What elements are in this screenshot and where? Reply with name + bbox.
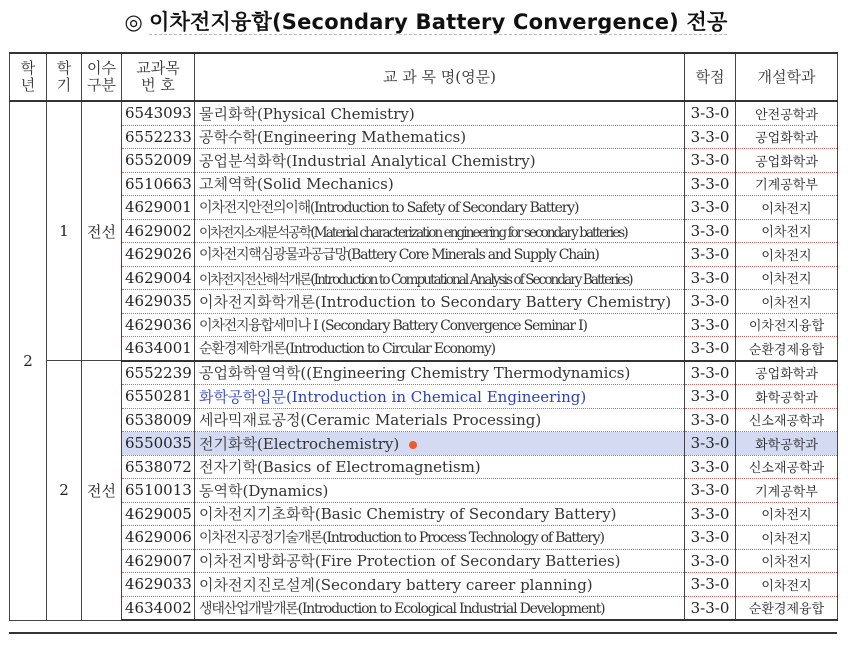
course-code-cell: [122, 385, 195, 409]
course-name-cell-text: 화학공학입문(Introduction in Chemical Engineering): [199, 387, 587, 406]
year-cell: 2: [10, 101, 47, 620]
course-code-cell-text: 6550281: [125, 387, 192, 406]
department-cell: [736, 408, 838, 432]
department-cell: [736, 101, 838, 125]
table-row: [10, 361, 838, 385]
course-name-cell-text: 전기화학(Electrochemistry): [199, 434, 400, 453]
credit-cell-text: 3-3-0: [690, 198, 730, 217]
course-name-cell-text: 이차전지방화공학(Fire Protection of Secondary Batteries): [199, 552, 621, 571]
table-row: [10, 101, 838, 125]
department-cell-text: 이차전지: [761, 531, 812, 547]
credit-cell: [685, 526, 736, 550]
table-row: [10, 149, 838, 173]
course-code-cell: [122, 573, 195, 597]
marker-dot-icon: [409, 441, 417, 449]
credit-cell: [685, 219, 736, 243]
course-name-cell: [195, 125, 685, 149]
course-name-cell-text: 전자기학(Basics of Electromagnetism): [199, 458, 481, 477]
course-name-cell: [195, 196, 685, 220]
credit-cell: [685, 432, 736, 456]
table-row: [10, 479, 838, 503]
credit-cell-text: 3-3-0: [690, 528, 730, 547]
course-code-cell: [122, 101, 195, 125]
course-code-cell: [122, 219, 195, 243]
credit-cell-text: 3-3-0: [690, 104, 730, 123]
semester-cell: 1: [47, 101, 82, 361]
credit-cell: [685, 125, 736, 149]
credit-cell: [685, 149, 736, 173]
course-code-cell: [122, 596, 195, 620]
credit-cell-text: 3-3-0: [690, 457, 730, 476]
title-text: 이차전지융합(Secondary Battery Convergence) 전공: [149, 10, 728, 34]
department-cell-text: 공업화학과: [755, 131, 818, 147]
table-row: [10, 243, 838, 267]
course-name-cell: [195, 479, 685, 503]
course-name-cell-text: 물리화학(Physical Chemistry): [199, 104, 415, 123]
course-name-cell-text: 동역학(Dynamics): [199, 481, 329, 500]
completion-type-cell: 전선: [82, 361, 122, 621]
course-code-cell: [122, 196, 195, 220]
course-name-cell: [195, 408, 685, 432]
department-cell: [736, 219, 838, 243]
course-code-cell-text: 4629007: [125, 551, 192, 570]
department-cell: [736, 149, 838, 173]
course-code-cell: [122, 549, 195, 573]
department-cell-text: 이차전지: [761, 248, 812, 264]
table-row: [10, 432, 838, 456]
course-code-cell-text: 4629036: [125, 315, 192, 334]
table-row: [10, 219, 838, 243]
header-year: 학 년: [10, 53, 47, 101]
course-code-cell-text: 4629001: [125, 198, 192, 217]
department-cell-text: 이차전지: [761, 201, 812, 217]
department-cell: [736, 432, 838, 456]
table-row: [10, 549, 838, 573]
course-name-cell-text: 이차전지화학개론(Introduction to Secondary Battery Chemistry): [199, 292, 672, 311]
credit-cell-text: 3-3-0: [690, 434, 730, 453]
course-code-cell: [122, 361, 195, 385]
course-name-cell-text: 순환경제학개론(Introduction to Circular Economy): [199, 341, 495, 358]
course-name-cell: [195, 337, 685, 361]
department-cell-text: 이차전지: [761, 578, 812, 594]
course-name-cell: [195, 243, 685, 267]
department-cell-text: 기계공학부: [755, 484, 818, 500]
department-cell: [736, 596, 838, 620]
department-cell: [736, 125, 838, 149]
course-code-cell-text: 6552239: [125, 363, 192, 382]
course-name-cell: [195, 596, 685, 620]
course-name-cell: [195, 266, 685, 290]
course-code-cell: [122, 290, 195, 314]
table-row: [10, 596, 838, 620]
header-credit: 학점: [685, 53, 736, 101]
course-name-cell: [195, 432, 685, 456]
course-name-cell-text: 공학수학(Engineering Mathematics): [199, 128, 467, 147]
course-code-cell: [122, 526, 195, 550]
department-cell-text: 이차전지: [761, 555, 812, 571]
course-code-cell: [122, 455, 195, 479]
department-cell: [736, 455, 838, 479]
department-cell-text: 화학공학과: [755, 390, 818, 406]
credit-cell-text: 3-3-0: [690, 127, 730, 146]
course-name-cell: [195, 573, 685, 597]
department-cell-text: 이차전지: [761, 508, 812, 524]
credit-cell-text: 3-3-0: [690, 598, 730, 617]
header-completion: 이수 구분: [82, 53, 122, 101]
credit-cell-text: 3-3-0: [690, 387, 730, 406]
table-row: [10, 455, 838, 479]
credit-cell: [685, 385, 736, 409]
course-code-cell: [122, 243, 195, 267]
department-cell: [736, 502, 838, 526]
department-cell-text: 이차전지: [761, 225, 812, 241]
course-name-cell-text: 공업분석화학(Industrial Analytical Chemistry): [199, 151, 536, 170]
department-cell: [736, 573, 838, 597]
course-code-cell-text: 6543093: [125, 104, 192, 123]
course-name-cell-text: 이차전지진로설계(Secondary battery career planning): [199, 575, 593, 594]
department-cell-text: 안전공학과: [755, 107, 818, 123]
department-cell: [736, 479, 838, 503]
course-code-cell: [122, 172, 195, 196]
department-cell: [736, 266, 838, 290]
credit-cell-text: 3-3-0: [690, 410, 730, 429]
table-row: [10, 573, 838, 597]
department-cell-text: 이차전지융합: [748, 319, 825, 335]
course-code-cell-text: 4629026: [125, 245, 192, 264]
course-code-cell-text: 4629035: [125, 292, 192, 311]
course-name-cell-text: 이차전지전산해석개론(Introduction to Computational Analysis of Secondary Batteries): [199, 271, 632, 288]
department-cell-text: 이차전지: [761, 272, 812, 288]
credit-cell-text: 3-3-0: [690, 339, 730, 358]
credit-cell-text: 3-3-0: [690, 504, 730, 523]
department-cell-text: 공업화학과: [755, 154, 818, 170]
course-code-cell-text: 4634002: [125, 598, 192, 617]
department-cell: [736, 243, 838, 267]
credit-cell: [685, 502, 736, 526]
header-course-code: 교과목 번 호: [122, 53, 195, 101]
table-row: [10, 337, 838, 361]
department-cell: [736, 172, 838, 196]
credit-cell-text: 3-3-0: [690, 221, 730, 240]
header-semester: 학 기: [47, 53, 82, 101]
title-symbol: ◎: [124, 10, 144, 34]
curriculum-table: [9, 52, 838, 621]
course-code-cell-text: 6510663: [125, 174, 192, 193]
course-code-cell: [122, 408, 195, 432]
course-name-cell-text: 이차전지안전의이해(Introduction to Safety of Secondary Battery): [199, 200, 579, 217]
course-name-cell-text: 고체역학(Solid Mechanics): [199, 175, 394, 194]
department-cell-text: 순환경제융합: [748, 602, 825, 618]
credit-cell-text: 3-3-0: [690, 481, 730, 500]
truncated-next-row: [9, 632, 837, 650]
course-code-cell-text: 6552009: [125, 151, 192, 170]
credit-cell: [685, 479, 736, 503]
course-code-cell: [122, 337, 195, 361]
department-cell: [736, 290, 838, 314]
course-name-cell-text: 생태산업개발개론(Introduction to Ecological Industrial Development): [199, 600, 605, 617]
department-cell-text: 기계공학부: [755, 178, 818, 194]
department-cell-text: 공업화학과: [755, 367, 818, 383]
course-code-cell-text: 4629006: [125, 528, 192, 547]
credit-cell: [685, 596, 736, 620]
credit-cell: [685, 549, 736, 573]
credit-cell-text: 3-3-0: [690, 292, 730, 311]
credit-cell: [685, 172, 736, 196]
course-name-cell: [195, 526, 685, 550]
department-cell: [736, 196, 838, 220]
course-name-cell: [195, 290, 685, 314]
course-name-cell-text: 이차전지핵심광물과공급망(Battery Core Minerals and Supply Chain): [199, 247, 599, 264]
table-row: [10, 290, 838, 314]
department-cell-text: 신소재공학과: [748, 414, 825, 430]
table-row: [10, 172, 838, 196]
table-row: [10, 408, 838, 432]
course-code-cell-text: 4629002: [125, 221, 192, 240]
course-code-cell: [122, 149, 195, 173]
course-name-cell: [195, 455, 685, 479]
course-name-cell-text: 이차전지융합세미나 I (Secondary Battery Convergence Seminar I): [199, 317, 587, 334]
credit-cell: [685, 313, 736, 337]
credit-cell: [685, 361, 736, 385]
course-code-cell-text: 4629004: [125, 268, 192, 287]
table-row: [10, 313, 838, 337]
credit-cell: [685, 243, 736, 267]
credit-cell: [685, 266, 736, 290]
course-name-cell: [195, 313, 685, 337]
header-department: 개설학과: [736, 53, 838, 101]
credit-cell: [685, 408, 736, 432]
course-name-cell-text: 세라믹재료공정(Ceramic Materials Processing): [199, 411, 542, 430]
credit-cell: [685, 101, 736, 125]
course-code-cell-text: 4629033: [125, 575, 192, 594]
department-cell-text: 신소재공학과: [748, 461, 825, 477]
table-row: [10, 385, 838, 409]
department-cell: [736, 385, 838, 409]
credit-cell-text: 3-3-0: [690, 268, 730, 287]
course-name-cell: [195, 149, 685, 173]
course-name-cell: [195, 172, 685, 196]
course-name-cell: [195, 361, 685, 385]
course-name-cell-text: 이차전지공정기술개론(Introduction to Process Technology of Battery): [199, 530, 604, 547]
course-code-cell: [122, 313, 195, 337]
course-code-cell-text: 6550035: [125, 434, 192, 453]
completion-type-cell: 전선: [82, 101, 122, 361]
course-code-cell-text: 4629005: [125, 504, 192, 523]
credit-cell-text: 3-3-0: [690, 245, 730, 264]
department-cell: [736, 361, 838, 385]
table-row: [10, 526, 838, 550]
table-row: [10, 266, 838, 290]
credit-cell: [685, 290, 736, 314]
course-code-cell: [122, 432, 195, 456]
course-name-cell: [195, 385, 685, 409]
course-code-cell-text: 4634001: [125, 339, 192, 358]
credit-cell-text: 3-3-0: [690, 575, 730, 594]
course-code-cell: [122, 479, 195, 503]
course-code-cell: [122, 266, 195, 290]
credit-cell: [685, 573, 736, 597]
department-cell-text: 화학공학과: [755, 437, 818, 453]
course-name-cell: [195, 549, 685, 573]
page-title: [0, 6, 852, 36]
table-row: [10, 196, 838, 220]
credit-cell: [685, 337, 736, 361]
course-code-cell-text: 6538072: [125, 457, 192, 476]
department-cell-text: 이차전지: [761, 295, 812, 311]
credit-cell: [685, 196, 736, 220]
course-code-cell: [122, 502, 195, 526]
table-row: [10, 125, 838, 149]
course-name-cell: [195, 101, 685, 125]
table-row: [10, 502, 838, 526]
department-cell: [736, 549, 838, 573]
credit-cell-text: 3-3-0: [690, 315, 730, 334]
course-code-cell-text: 6510013: [125, 481, 192, 500]
course-name-cell: [195, 502, 685, 526]
credit-cell-text: 3-3-0: [690, 151, 730, 170]
credit-cell-text: 3-3-0: [690, 174, 730, 193]
semester-cell: 2: [47, 361, 82, 621]
credit-cell-text: 3-3-0: [690, 551, 730, 570]
header-course-name: 교 과 목 명(영문): [195, 53, 685, 101]
course-code-cell-text: 6552233: [125, 127, 192, 146]
course-name-cell: [195, 219, 685, 243]
course-code-cell-text: 6538009: [125, 410, 192, 429]
table-header-row: [10, 53, 838, 101]
course-name-cell-text: 공업화학열역학((Engineering Chemistry Thermodynamics): [199, 364, 631, 383]
department-cell: [736, 526, 838, 550]
credit-cell: [685, 455, 736, 479]
course-name-cell-text: 이차전지소재분석공학(Material characterization engineering for secondary batteries): [199, 224, 627, 241]
department-cell: [736, 337, 838, 361]
credit-cell-text: 3-3-0: [690, 363, 730, 382]
department-cell: [736, 313, 838, 337]
course-code-cell: [122, 125, 195, 149]
course-name-cell-text: 이차전지기초화학(Basic Chemistry of Secondary Battery): [199, 505, 617, 524]
department-cell-text: 순환경제융합: [748, 342, 825, 358]
